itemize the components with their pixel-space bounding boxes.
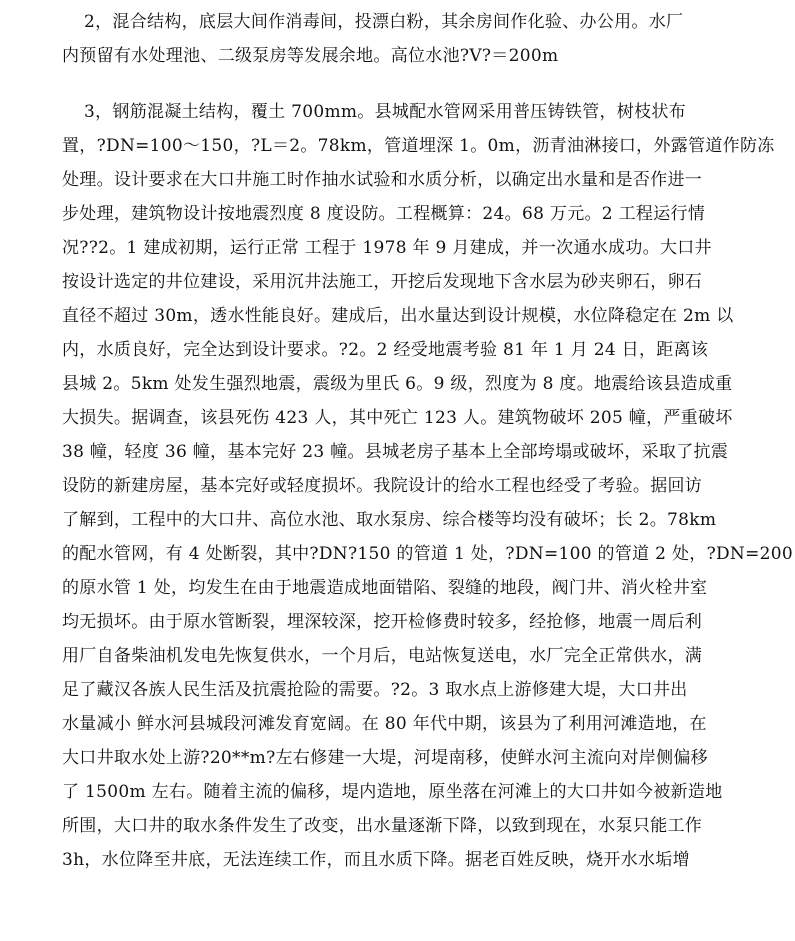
text-line: 水量减小 鲜水河县城段河滩发育宽阔。在 80 年代中期，该县为了利用河滩造地，在 bbox=[62, 714, 707, 734]
text-line: 大口井取水处上游?20**m?左右修建一大堤，河堤南移，使鲜水河主流向对岸侧偏移 bbox=[62, 748, 708, 768]
text-line: 县城 2。5km 处发生强烈地震，震级为里氏 6。9 级，烈度为 8 度。地震给该县造成重 bbox=[62, 374, 733, 394]
text-line: 按设计选定的井位建设，采用沉井法施工，开挖后发现地下含水层为砂夹卵石，卵石 bbox=[62, 272, 703, 292]
text-line: 均无损坏。由于原水管断裂，埋深较深，挖开检修费时较多，经抢修，地震一周后利 bbox=[62, 612, 703, 632]
text-line: 内预留有水处理池、二级泵房等发展余地。高位水池?V?＝200m bbox=[62, 46, 559, 66]
text-line: 大损失。据调查，该县死伤 423 人，其中死亡 123 人。建筑物破坏 205 幢，严重破坏 bbox=[62, 408, 733, 428]
text-line: 所围，大口井的取水条件发生了改变，出水量逐渐下降，以致到现在，水泵只能工作 bbox=[62, 816, 703, 836]
text-line: 3，钢筋混凝土结构，覆土 700mm。县城配水管网采用普压铸铁管，树枝状布 bbox=[84, 102, 687, 122]
text-line: 了解到，工程中的大口井、高位水池、取水泵房、综合楼等均没有破坏；长 2。78km bbox=[62, 510, 717, 530]
text-line: 内，水质良好，完全达到设计要求。?2。2 经受地震考验 81 年 1 月 24 日，距离该 bbox=[62, 340, 709, 360]
text-line: 设防的新建房屋，基本完好或轻度损坏。我院设计的给水工程也经受了考验。据回访 bbox=[62, 476, 703, 496]
text-line: 处理。设计要求在大口井施工时作抽水试验和水质分析，以确定出水量和是否作进一 bbox=[62, 170, 703, 190]
text-line: 直径不超过 30m，透水性能良好。建成后，出水量达到设计规模，水位降稳定在 2m 以 bbox=[62, 306, 734, 326]
text-line: 用厂自备柴油机发电先恢复供水，一个月后，电站恢复送电，水厂完全正常供水，满 bbox=[62, 646, 703, 666]
text-line: 3h，水位降至井底，无法连续工作，而且水质下降。据老百姓反映，烧开水水垢增 bbox=[62, 850, 690, 870]
text-line: 了 1500m 左右。随着主流的偏移，堤内造地，原坐落在河滩上的大口井如今被新造地 bbox=[62, 782, 723, 802]
text-line: 足了藏汉各族人民生活及抗震抢险的需要。?2。3 取水点上游修建大堤，大口井出 bbox=[62, 680, 688, 700]
text-line: 的配水管网，有 4 处断裂，其中?DN?150 的管道 1 处，?DN=100 的管道 2 处，?DN=200 bbox=[62, 544, 793, 564]
text-line: 置，?DN=100～150，?L＝2。78km，管道埋深 1。0m，沥青油淋接口，外露管道作防冻 bbox=[62, 136, 775, 156]
text-line: 2，混合结构，底层大间作消毒间，投漂白粉，其余房间作化验、办公用。水厂 bbox=[84, 12, 684, 32]
text-line: 步处理，建筑物设计按地震烈度 8 度设防。工程概算：24。68 万元。2 工程运行情 bbox=[62, 204, 706, 224]
text-line: 38 幢，轻度 36 幢，基本完好 23 幢。县城老房子基本上全部垮塌或破坏，采取了抗震 bbox=[62, 442, 729, 462]
text-line: 况??2。1 建成初期，运行正常 工程于 1978 年 9 月建成，并一次通水成功。大口井 bbox=[62, 238, 712, 258]
text-line: 的原水管 1 处，均发生在由于地震造成地面错陷、裂缝的地段，阀门井、消火栓井室 bbox=[62, 578, 708, 598]
